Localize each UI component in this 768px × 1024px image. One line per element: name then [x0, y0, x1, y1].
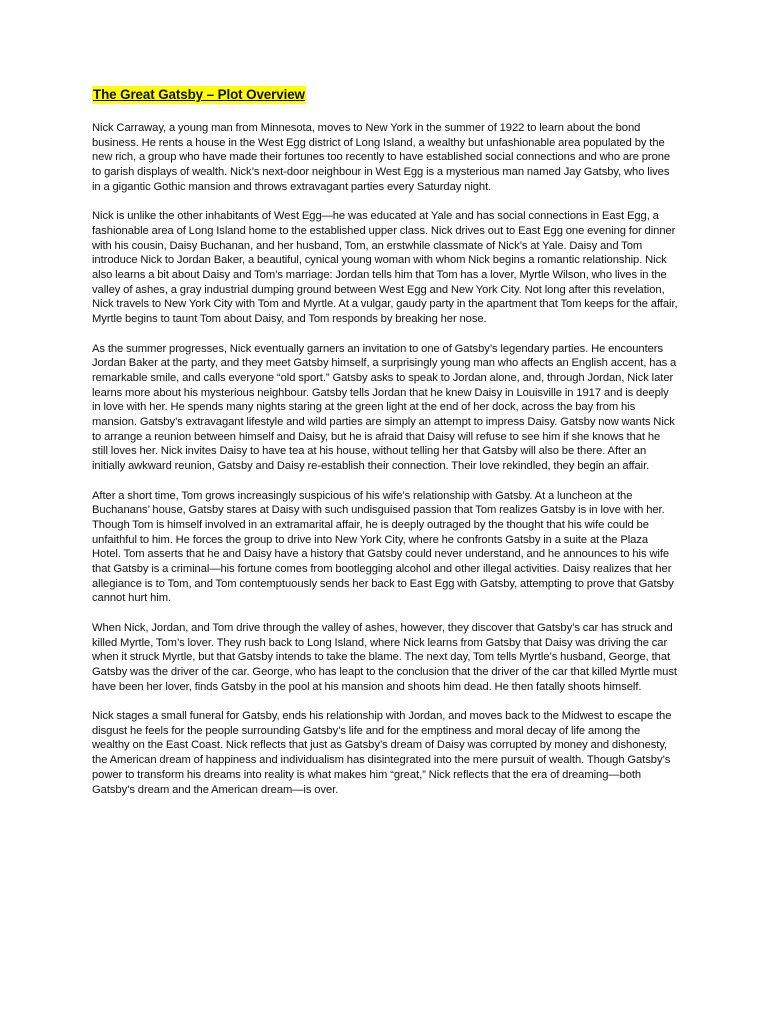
document-page	[92, 86, 678, 812]
paragraph-6: Nick stages a small funeral for Gatsby, ends his relationship with Jordan, and moves back to the Midwest to escape the disgust he feels for the people surrounding Gatsby’s life and for the emptiness and moral decay of life among the wealthy on the East Coast. Nick reflects that just as Gatsby’s dream of Daisy was corrupted by money and dishonesty, the American dream of happiness and individualism has disintegrated into the mere pursuit of wealth. Though Gatsby’s power to transform his dreams into reality is what makes him “great,” Nick reflects that the era of dreaming—both Gatsby’s dream and the American dream—is over.	[92, 710, 672, 796]
document-title: The Great Gatsby – Plot Overview	[93, 87, 305, 102]
paragraph-4: After a short time, Tom grows increasingly suspicious of his wife’s relationship with Gatsby. At a luncheon at the Buchanans’ house, Gatsby stares at Daisy with such undisguised passion that Tom realizes Gatsby is in love with her. Though Tom is himself involved in an extramarital affair, he is deeply outraged by the thought that his wife could be unfaithful to him. He forces the group to drive into New York City, where he confronts Gatsby in a suite at the Plaza Hotel. Tom asserts that he and Daisy have a history that Gatsby could never understand, and he announces to his wife that Gatsby is a criminal—his fortune comes from bootlegging alcohol and other illegal activities. Daisy realizes that her allegiance is to Tom, and Tom contemptuously sends her back to East Egg with Gatsby, attempting to prove that Gatsby cannot hurt him.	[92, 489, 674, 605]
paragraph-3: As the summer progresses, Nick eventually garners an invitation to one of Gatsby’s legendary parties. He encounters Jordan Baker at the party, and they meet Gatsby himself, a surprisingly young man who affects an English accent, has a remarkable smile, and calls everyone “old sport.” Gatsby asks to speak to Jordan alone, and, through Jordan, Nick later learns more about his mysterious neighbour. Gatsby tells Jordan that he knew Daisy in Louisville in 1917 and is deeply in love with her. He spends many nights staring at the green light at the end of her dock, across the bay from his mansion. Gatsby’s extravagant lifestyle and wild parties are simply an attempt to impress Daisy. Gatsby now wants Nick to arrange a reunion between himself and Daisy, but he is afraid that Daisy will refuse to see him if she knows that he still loves her. Nick invites Daisy to have tea at his house, without telling her that Gatsby will also be there. After an initially awkward reunion, Gatsby and Daisy re-establish their connection. Their love rekindled, they begin an affair.	[92, 342, 677, 473]
paragraph-1: Nick Carraway, a young man from Minnesota, moves to New York in the summer of 1922 to learn about the bond business. He rents a house in the West Egg district of Long Island, a wealthy but unfashionable area populated by the new rich, a group who have made their fortunes too recently to have established social connections and who are prone to garish displays of wealth. Nick’s next-door neighbour in West Egg is a mysterious man named Jay Gatsby, who lives in a gigantic Gothic mansion and throws extravagant parties every Saturday night.	[92, 122, 671, 193]
paragraph-5: When Nick, Jordan, and Tom drive through the valley of ashes, however, they discover that Gatsby’s car has struck and killed Myrtle, Tom’s lover. They rush back to Long Island, where Nick learns from Gatsby that Daisy was driving the car when it struck Myrtle, but that Gatsby intends to take the blame. The next day, Tom tells Myrtle’s husband, George, that Gatsby was the driver of the car. George, who has leapt to the conclusion that the driver of the car that killed Myrtle must have been her lover, finds Gatsby in the pool at his mansion and shoots him dead. He then fatally shoots himself.	[92, 621, 677, 693]
paragraph-2: Nick is unlike the other inhabitants of West Egg—he was educated at Yale and has social connections in East Egg, a fashionable area of Long Island home to the established upper class. Nick drives out to East Egg one evening for dinner with his cousin, Daisy Buchanan, and her husband, Tom, an erstwhile classmate of Nick’s at Yale. Daisy and Tom introduce Nick to Jordan Baker, a beautiful, cynical young woman with whom Nick begins a romantic relationship. Nick also learns a bit about Daisy and Tom’s marriage: Jordan tells him that Tom has a lover, Myrtle Wilson, who lives in the valley of ashes, a gray industrial dumping ground between West Egg and New York City. Not long after this revelation, Nick travels to New York City with Tom and Myrtle. At a vulgar, gaudy party in the apartment that Tom keeps for the affair, Myrtle begins to taunt Tom about Daisy, and Tom responds by breaking her nose.	[92, 210, 678, 326]
